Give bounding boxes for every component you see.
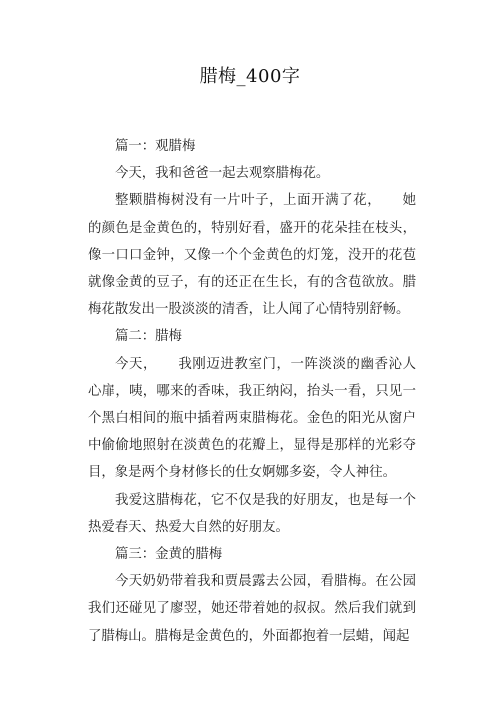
paragraph: 我爱这腊梅花，它不仅是我的好朋友，也是每一个热爱春天、热爱大自然的好朋友。 — [88, 492, 416, 535]
paragraph: 今天，我和爸爸一起去观察腊梅花。 — [115, 166, 330, 182]
paragraph: 今天， 我刚迈进教室门，一阵淡淡的幽香沁人心扉，咦，哪来的香味，我正纳闷，抬头一看，只见一个黑白相间的瓶中插着两束腊梅花。金色的阳光从窗户中偷偷地照射在淡黄色的花瓣上，显得是那样的光彩夺目，象是两个身材修长的仕女婀娜多姿，令人神往。 — [88, 356, 416, 481]
section-heading-3: 篇三：金黄的腊梅 — [115, 547, 223, 563]
section-heading-2: 篇二：腊梅 — [115, 329, 182, 345]
paragraph: 整颗腊梅树没有一片叶子，上面开满了花， 她的颜色是金黄色的，特别好看，盛开的花朵挂在枝头，像一口口金钟，又像一个个金黄色的灯笼，没开的花苞就像金黄的豆子，有的还正在生长，有的含苞欲放。腊梅花散发出一股淡淡的清香，让人闻了心情特别舒畅。 — [88, 193, 416, 318]
document-body — [88, 133, 416, 650]
section-heading-1: 篇一：观腊梅 — [115, 139, 196, 154]
paragraph: 今天奶奶带着我和贾晨露去公园，看腊梅。在公园我们还碰见了廖翌，她还带着她的叔叔。然后我们就到了腊梅山。腊梅是金黄色的，外面都抱着一层蜡，闻起 — [88, 574, 416, 644]
document-title: 腊梅_400字 — [199, 66, 301, 87]
